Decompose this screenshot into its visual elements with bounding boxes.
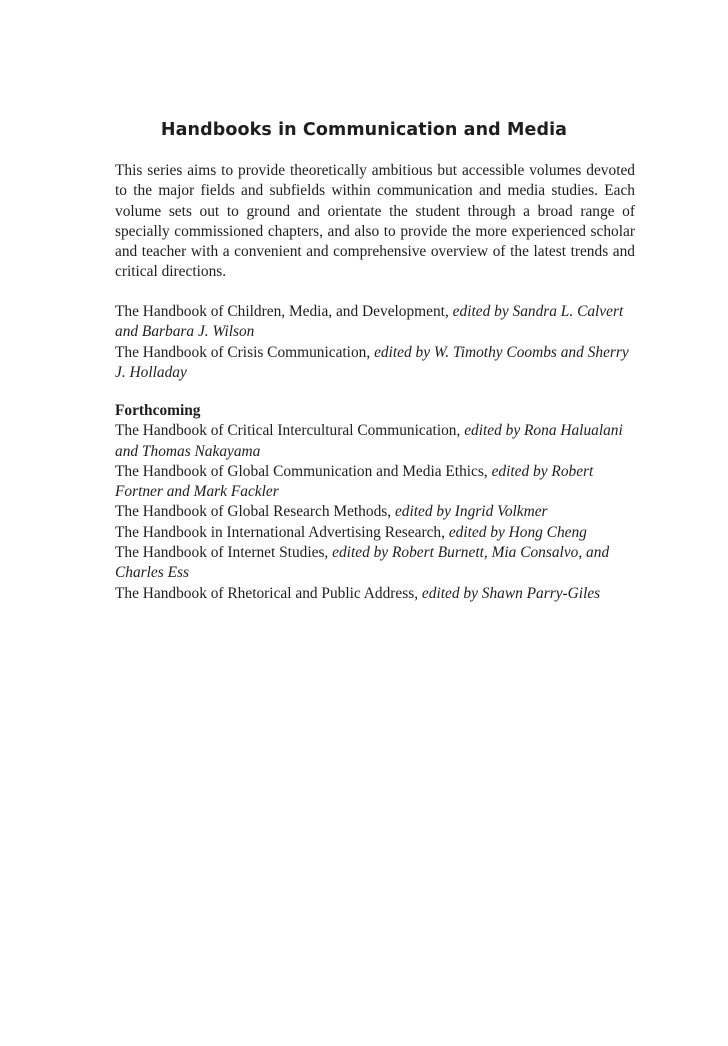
book-title: The Handbook in International Advertising Research, bbox=[115, 523, 445, 541]
list-item bbox=[115, 523, 635, 543]
book-editors: edited by Rona Halualani and Thomas Nakayama bbox=[115, 422, 623, 460]
book-editors: edited by Sandra L. Calvert and Barbara J. Wilson bbox=[115, 303, 624, 341]
book-editors: edited by Shawn Parry-Giles bbox=[421, 584, 601, 602]
book-title: The Handbook of Global Communication and Media Ethics, bbox=[115, 462, 488, 480]
book-editors: edited by Robert Fortner and Mark Fackler bbox=[115, 462, 594, 501]
list-item bbox=[115, 302, 635, 343]
book-title: The Handbook of Global Research Methods, bbox=[115, 503, 392, 521]
list-item bbox=[115, 462, 635, 503]
list-item bbox=[115, 543, 635, 584]
book-editors: edited by Ingrid Volkmer bbox=[394, 503, 548, 521]
published-list bbox=[115, 302, 635, 383]
book-title: The Handbook of Children, Media, and Development, bbox=[115, 303, 449, 320]
list-item bbox=[115, 502, 635, 522]
book-title: The Handbook of Crisis Communication, bbox=[115, 343, 371, 361]
list-item bbox=[115, 343, 635, 384]
list-item bbox=[115, 584, 635, 604]
book-title: The Handbook of Critical Intercultural Communication, bbox=[115, 422, 461, 440]
book-editors: edited by Robert Burnett, Mia Consalvo, and Charles Ess bbox=[115, 544, 610, 582]
book-title: The Handbook of Rhetorical and Public Address, bbox=[115, 584, 419, 602]
book-editors: edited by Hong Cheng bbox=[448, 523, 587, 541]
forthcoming-list bbox=[115, 401, 635, 604]
series-description: This series aims to provide theoretically ambitious but accessible volumes devoted to the major fields and subfields within communication and media studies. Each volume sets out to ground and orientate the student through a broad range of specially commissioned chapters, and also to provide the more experienced scholar and teacher with a convenient and comprehensive overview of the latest trends and critical directions. bbox=[115, 162, 635, 281]
book-editors: edited by W. Timothy Coombs and Sherry J. Holladay bbox=[115, 343, 629, 381]
page-title: Handbooks in Communication and Media bbox=[160, 120, 568, 140]
list-item bbox=[115, 421, 635, 462]
book-title: The Handbook of Internet Studies, bbox=[115, 544, 329, 562]
forthcoming-heading: Forthcoming bbox=[115, 402, 201, 419]
